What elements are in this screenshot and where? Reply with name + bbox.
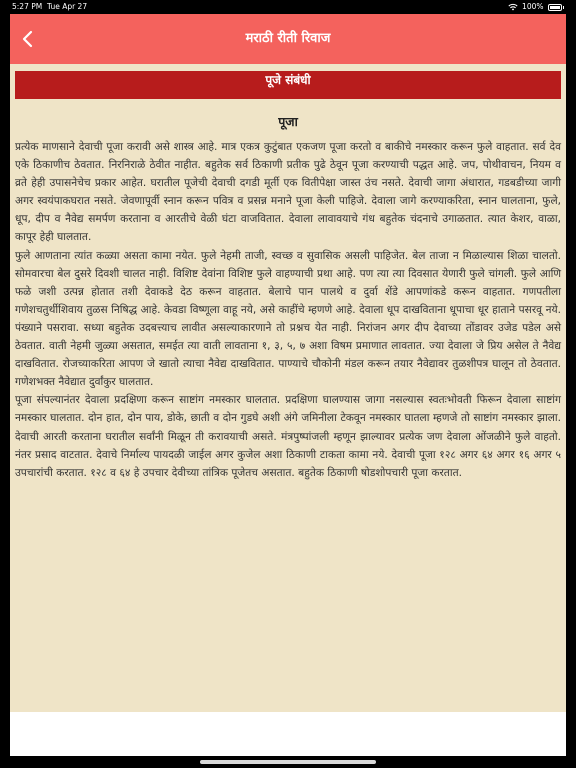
status-bar: [0, 0, 576, 14]
article-body: [15, 138, 561, 482]
content-area[interactable]: [10, 64, 566, 712]
article-paragraph: पूजा संपल्यानंतर देवाला प्रदक्षिणा करून साष्टांग नमस्कार घालतात. प्रदक्षिणा घालण्यास जागा नसल्यास स्वतःभोवती फिरून देवाला साष्टांग नमस्कार घालतात. दोन हात, दोन पाय, डोके, छाती व दोन गुडघे अशी अंगे जमिनीला टेकवून नमस्कार घातला म्हणजे तो साष्टांग नमस्कार झाला. देवाची आरती करताना घरातील सर्वांनी मिळून ती करावयाची असते. मंत्रपुष्पांजली म्हणून झाल्यावर प्रत्येक जण देवाला ओंजळीने फुले वाहतो. नंतर प्रसाद वाटतात. देवाचे निर्माल्य पायदळी जाईल अगर कुजेल अशा ठिकाणी टाकता कामा नये. देवाची पूजा १२८ अगर ६४ अगर १६ अगर ५ उपचारांची करतात. १२८ व ६४ हे उपचार देवीच्या तांत्रिक पूजेतच असतात. बहुतेक ठिकाणी षोडशोपचारी पूजा करतात.: [15, 394, 561, 479]
battery-tip: [563, 6, 565, 9]
navigation-bar: [10, 14, 566, 64]
home-indicator[interactable]: [200, 760, 376, 764]
battery-percent: 100%: [522, 2, 544, 11]
article-paragraph: फुले आणताना त्यांत कळ्या असता कामा नयेत. फुले नेहमी ताजी, स्वच्छ व सुवासिक असली पाहिजेत. बेल ताजा न मिळाल्यास शिळा चालतो. सोमवारचा बेल दुसरे दिवशी चालत नाही. विशिष्ट देवांना विशिष्ट फुले वाहण्याची प्रथा आहे. पण त्या त्या दिवसात येणारी फुले चांगली. फुले आणि फळे जशी उत्पन्न होतात तशी देवाकडे देठ करून वाहतात. बेलाचे पान पालथे व दुर्वा शेंडे आपणांकडे करून वाहतात. गणपतीला गणेशचतुर्थीशिवाय तुळस निषिद्ध आहे. केवडा विष्णूला वाहू नये, असे काहींचे म्हणणे आहे. देवाला धूप दाखविताना धूपाचा धूर हाताने पसरवू नये. पंख्याने पसरावा. सध्या बहुतेक उदबत्त्याच लावीत असल्याकारणाने तो प्रश्नच येत नाही. निरांजन अगर दीप देवाच्या तोंडावर उजेड पडेल असे ठेवतात. वाती नेहमी जुळ्या असतात, समईत त्या वाती लावताना १, ३, ५, ७ अशा विषम प्रमाणात लावतात. ज्या देवाला जे प्रिय असेल ते नैवेद्य दाखवितात. रोजच्याकरिता आपण जे खातो त्याचा नैवेद्य दाखवितात. पाण्याचे चौकोनी मंडल करून तयार नैवेद्यावर तुळशीपत्र घालून तो ठेवतात. गणेशभक्त नैवेद्यात दुर्वांकुर घालतात.: [15, 249, 561, 389]
article-paragraph: प्रत्येक माणसाने देवाची पूजा करावी असे शास्त्र आहे. मात्र एकत्र कुटुंबात एकजण पूजा करतो व बाकीचे नमस्कार करून फुले वाहतात. सर्व देव एके ठिकाणीच ठेवतात. निरनिराळे ठेवीत नाहीत. बहुतेक सर्व ठिकाणी प्रतीक पुढे ठेवून पूजा करण्याची पद्धत आहे. जप, पोथीवाचन, नियम व व्रते हेही उपासनेचेच प्रकार आहेत. घरातील पूजेची देवाची दगडी मूर्ती एक वितीपेक्षा जास्त उंच नसते. देवाची जागा अंधारात, गडबडीच्या जागी अगर स्वयंपाकघरात नसते. जेवणापूर्वी स्नान करून पवित्र व प्रसन्न मनाने पूजा केली पाहिजे. देवाला जागे करण्याकरिता, स्नान घालताना, फुले, धूप, दीप व नैवेद्य समर्पण करताना व आरतीचे वेळी घंटा वाजवितात. देवाला लावावयाचे गंध बहुतेक चंदनाचे उगाळतात. त्यात केशर, वाळा, कापूर हेही घालतात.: [15, 141, 561, 244]
status-right: [508, 0, 564, 14]
status-time: 5:27 PM: [12, 2, 43, 11]
wifi-icon: [508, 3, 518, 11]
status-date: Tue Apr 27: [47, 2, 88, 11]
section-title-bar: पूजे संबंधी: [15, 71, 561, 99]
article-heading: पूजा: [278, 114, 298, 129]
bottom-area: [10, 712, 566, 756]
nav-title: मराठी रीती रिवाज: [245, 31, 331, 46]
battery-icon: [548, 4, 562, 11]
app-window: [10, 14, 566, 756]
